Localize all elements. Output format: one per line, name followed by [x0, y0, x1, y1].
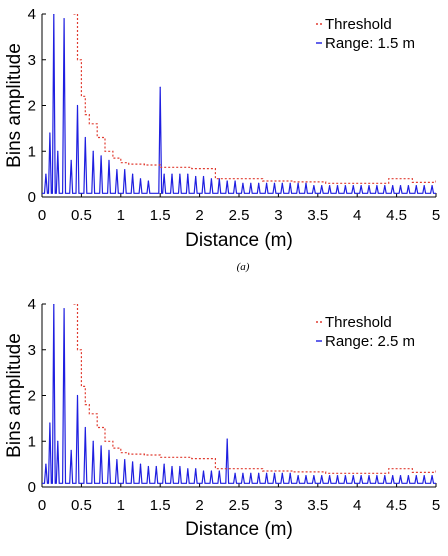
range-peak-point — [408, 475, 409, 476]
range-peak-point — [49, 132, 50, 133]
range-peak-point — [148, 466, 149, 467]
x-tick-label: 3 — [274, 207, 283, 224]
range-peak-point — [290, 183, 291, 184]
x-axis-label: Distance (m) — [185, 519, 293, 540]
x-tick-label: 5 — [431, 497, 441, 514]
x-tick-label: 4.5 — [386, 207, 408, 224]
range-peak-point — [132, 461, 133, 462]
range-peak-point — [250, 473, 251, 474]
range-peak-point — [274, 183, 275, 184]
legend-range-label: Range: 2.5 m — [325, 333, 416, 350]
range-peak-point — [298, 183, 299, 184]
range-peak-point — [234, 180, 235, 181]
range-peak-point — [242, 183, 243, 184]
range-peak-point — [274, 473, 275, 474]
range-peak-point — [282, 183, 283, 184]
legend-threshold-label: Threshold — [325, 314, 392, 331]
range-peak-point — [321, 185, 322, 186]
x-tick-label: 4 — [353, 497, 362, 514]
range-peak-point — [63, 308, 64, 309]
range-peak-point — [321, 475, 322, 476]
range-peak-point — [57, 441, 58, 442]
range-peak-point — [345, 475, 346, 476]
range-peak-point — [45, 464, 46, 465]
range-peak-point — [305, 183, 306, 184]
range-peak-point — [431, 475, 432, 476]
x-tick-label: 2 — [195, 497, 204, 514]
range-peak-point — [258, 473, 259, 474]
range-peak-point — [408, 185, 409, 186]
range-peak-point — [376, 185, 377, 186]
y-tick-label: 2 — [27, 387, 36, 405]
x-tick-label: 5 — [431, 207, 441, 224]
range-peak-point — [384, 185, 385, 186]
range-peak-point — [53, 13, 54, 14]
range-peak-point — [101, 445, 102, 446]
y-tick-label: 1 — [27, 143, 36, 161]
range-peak-point — [85, 137, 86, 138]
range-peak-point — [282, 473, 283, 474]
range-peak-point — [116, 459, 117, 460]
range-peak-point — [211, 178, 212, 179]
range-peak-point — [179, 466, 180, 467]
range-peak-point — [124, 459, 125, 460]
x-tick-label: 4 — [353, 207, 362, 224]
range-peak-point — [71, 450, 72, 451]
range-peak-point — [45, 174, 46, 175]
x-tick-label: 2.5 — [228, 207, 250, 224]
range-peak-point — [203, 176, 204, 177]
x-tick-label: 0 — [37, 497, 47, 514]
range-peak-point — [424, 475, 425, 476]
y-tick-label: 3 — [27, 341, 36, 359]
range-peak-point — [53, 303, 54, 304]
range-peak-point — [290, 473, 291, 474]
range-peak-point — [219, 470, 220, 471]
range-peak-point — [345, 185, 346, 186]
range-peak-point — [171, 466, 172, 467]
range-peak-point — [187, 174, 188, 175]
range-peak-point — [164, 464, 165, 465]
range-peak-point — [132, 174, 133, 175]
x-tick-label: 1 — [116, 207, 125, 224]
legend — [316, 16, 415, 52]
range-peak-point — [49, 422, 50, 423]
range-peak-point — [160, 87, 161, 88]
range-peak-point — [368, 475, 369, 476]
range-peak-point — [329, 185, 330, 186]
range-peak-point — [250, 183, 251, 184]
range-peak-point — [234, 473, 235, 474]
range-peak-point — [368, 185, 369, 186]
figure-caption: (a) — [236, 261, 250, 273]
x-axis-label: Distance (m) — [185, 230, 293, 251]
range-peak-point — [108, 450, 109, 451]
range-peak-point — [400, 185, 401, 186]
range-peak-point — [77, 395, 78, 396]
range-peak-point — [266, 183, 267, 184]
range-peak-point — [384, 475, 385, 476]
range-peak-point — [416, 185, 417, 186]
range-peak-point — [195, 176, 196, 177]
y-tick-label: 4 — [27, 6, 36, 23]
range-peak-point — [101, 155, 102, 156]
range-peak-point — [337, 475, 338, 476]
legend — [316, 314, 415, 350]
range-peak-point — [164, 174, 165, 175]
range-peak-point — [329, 475, 330, 476]
range-peak-point — [227, 180, 228, 181]
range-peak-point — [305, 475, 306, 476]
x-tick-label: 1.5 — [149, 497, 171, 514]
range-peak-point — [171, 174, 172, 175]
range-peak-point — [392, 475, 393, 476]
range-peak-point — [93, 441, 94, 442]
x-tick-label: 3 — [274, 497, 283, 514]
range-peak-point — [203, 470, 204, 471]
range-peak-point — [71, 160, 72, 161]
range-peak-point — [376, 475, 377, 476]
range-peak-point — [266, 473, 267, 474]
x-tick-label: 3.5 — [307, 497, 329, 514]
y-tick-label: 0 — [27, 189, 36, 206]
x-tick-label: 2.5 — [228, 497, 250, 514]
range-peak-point — [298, 475, 299, 476]
range-peak-point — [400, 475, 401, 476]
x-tick-label: 1 — [116, 497, 125, 514]
range-peak-point — [353, 185, 354, 186]
legend-threshold-label: Threshold — [325, 16, 392, 33]
range-peak-point — [258, 183, 259, 184]
x-tick-label: 0.5 — [70, 207, 92, 224]
y-tick-label: 3 — [27, 51, 36, 69]
range-peak-point — [431, 185, 432, 186]
x-tick-label: 1.5 — [149, 207, 171, 224]
range-peak-point — [337, 185, 338, 186]
range-peak-point — [63, 18, 64, 19]
legend-range-label: Range: 1.5 m — [325, 35, 416, 52]
range-peak-point — [77, 105, 78, 106]
range-peak-point — [211, 470, 212, 471]
x-tick-label: 3.5 — [307, 207, 329, 224]
range-peak-point — [195, 468, 196, 469]
chart-panel-2 — [4, 296, 440, 540]
range-peak-point — [313, 185, 314, 186]
y-tick-label: 4 — [27, 296, 36, 313]
range-peak-point — [219, 178, 220, 179]
y-tick-label: 0 — [27, 479, 36, 496]
range-peak-point — [179, 174, 180, 175]
x-tick-label: 0 — [37, 207, 47, 224]
range-peak-point — [353, 475, 354, 476]
range-peak-point — [108, 160, 109, 161]
range-peak-point — [361, 475, 362, 476]
chart-panel-1 — [4, 6, 440, 273]
y-tick-label: 2 — [27, 97, 36, 115]
range-peak-point — [93, 151, 94, 152]
range-peak-point — [148, 180, 149, 181]
range-peak-point — [140, 464, 141, 465]
range-peak-point — [140, 178, 141, 179]
range-peak-point — [57, 151, 58, 152]
range-peak-point — [361, 185, 362, 186]
range-peak-point — [85, 427, 86, 428]
y-tick-label: 1 — [27, 433, 36, 451]
range-peak-point — [242, 473, 243, 474]
range-peak-point — [424, 185, 425, 186]
range-peak-point — [124, 169, 125, 170]
x-tick-label: 2 — [195, 207, 204, 224]
y-axis-label: Bins amplitude — [4, 333, 25, 458]
range-peak-point — [227, 438, 228, 439]
range-peak-point — [116, 169, 117, 170]
range-peak-point — [156, 466, 157, 467]
x-tick-label: 4.5 — [386, 497, 408, 514]
x-tick-label: 0.5 — [70, 497, 92, 514]
range-peak-point — [313, 475, 314, 476]
range-peak-point — [416, 475, 417, 476]
range-peak-point — [187, 468, 188, 469]
range-peak-point — [392, 185, 393, 186]
y-axis-label: Bins amplitude — [4, 43, 25, 168]
